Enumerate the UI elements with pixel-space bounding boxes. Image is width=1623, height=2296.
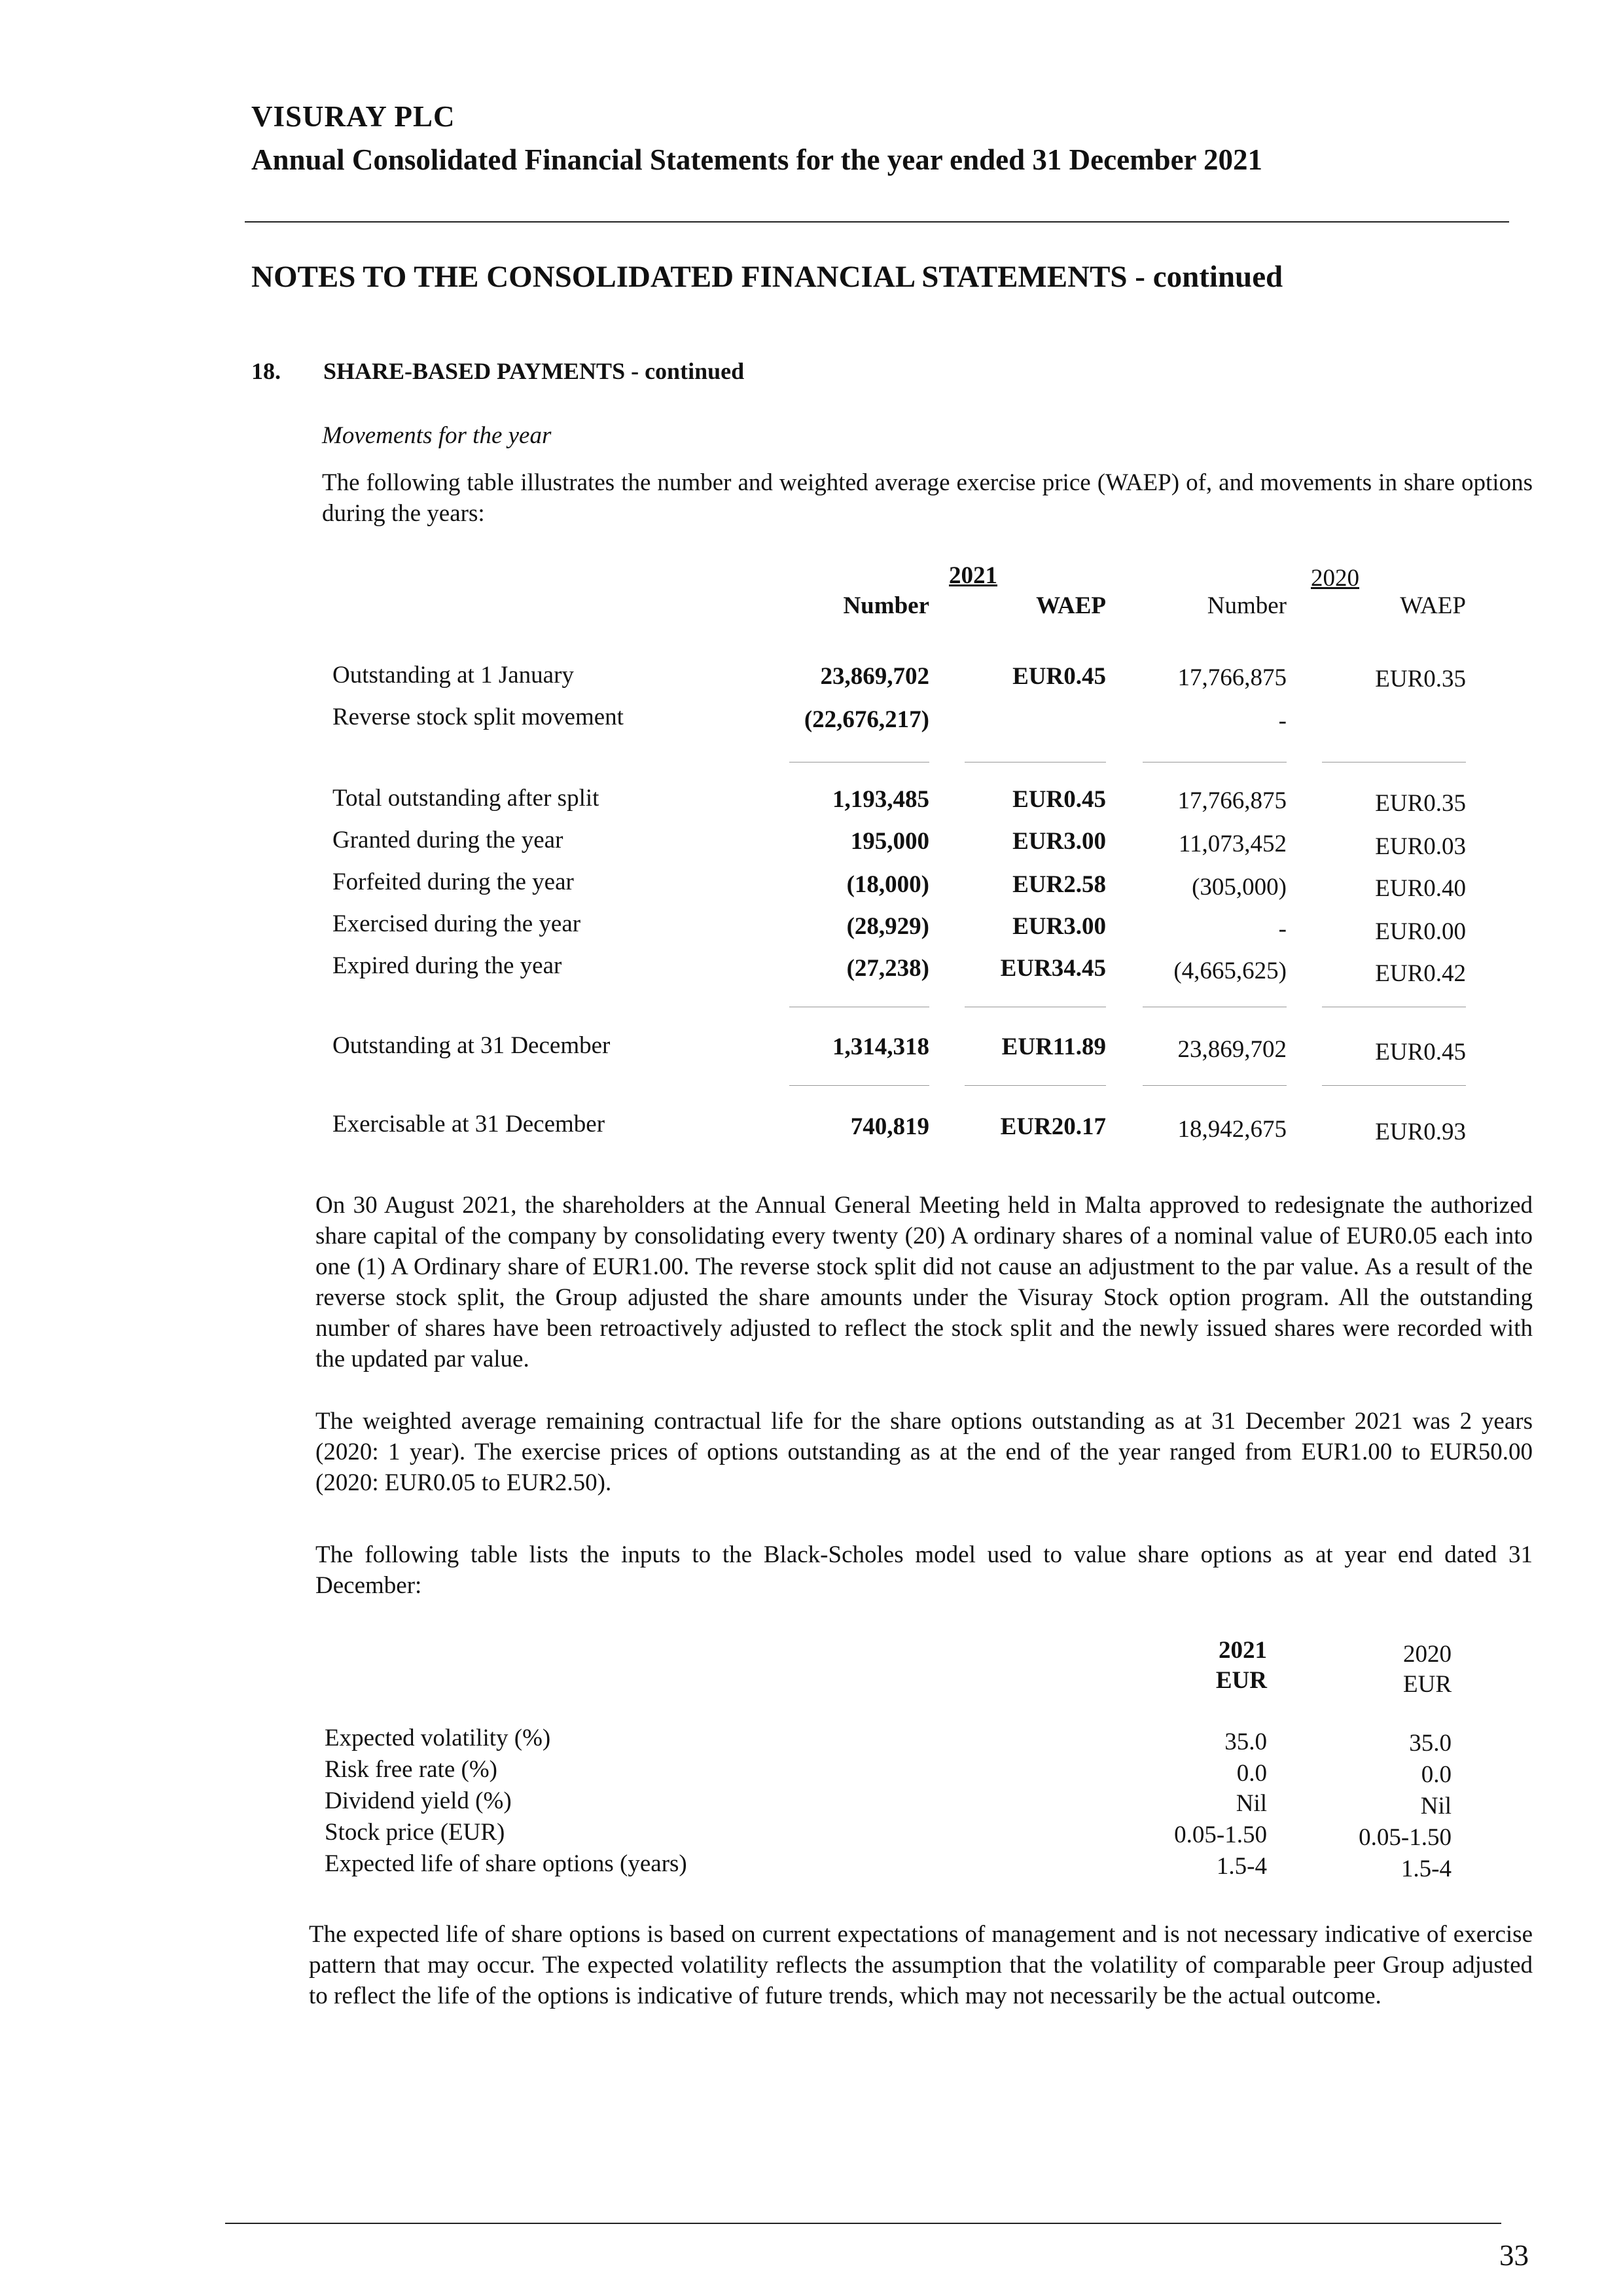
input-value-2020: Nil (1420, 1793, 1452, 1820)
row-label: Exercisable at 31 December (332, 1111, 605, 1138)
cell-number-2020: 18,942,675 (1177, 1116, 1287, 1143)
section-number: 18. (251, 358, 281, 384)
col-number-2020: Number (1207, 592, 1287, 619)
cell-waep-2021: EUR2.58 (1012, 871, 1106, 898)
cell-waep-2020: EUR0.35 (1375, 666, 1466, 692)
cell-number-2021: (22,676,217) (804, 706, 929, 733)
col-waep-2020: WAEP (1400, 592, 1466, 619)
input-label: Expected life of share options (years) (325, 1850, 687, 1877)
cell-number-2021: 740,819 (850, 1113, 929, 1140)
inputs-currency-2020: EUR (1403, 1671, 1452, 1698)
input-label: Expected volatility (%) (325, 1725, 551, 1751)
cell-waep-2020: EUR0.40 (1375, 875, 1466, 902)
intro-paragraph: The following table illustrates the number and weighted average exercise price (WAEP) of, and movements in share options during the years: (322, 469, 1533, 527)
row-label: Exercised during the year (332, 910, 581, 937)
col-waep-2021: WAEP (1036, 592, 1106, 619)
company-name: VISURAY PLC (251, 100, 455, 133)
cell-number-2021: 1,314,318 (832, 1033, 929, 1060)
cell-waep-2021: EUR34.45 (1000, 955, 1106, 982)
input-label: Stock price (EUR) (325, 1819, 505, 1846)
cell-waep-2020: EUR0.35 (1375, 790, 1466, 817)
input-value-2021: 1.5-4 (1216, 1853, 1267, 1880)
section-heading (251, 357, 744, 385)
input-value-2020: 0.05-1.50 (1359, 1824, 1452, 1851)
cell-waep-2021: EUR11.89 (1001, 1033, 1106, 1060)
row-label: Total outstanding after split (332, 785, 599, 812)
cell-waep-2021: EUR3.00 (1012, 828, 1106, 855)
input-value-2020: 1.5-4 (1400, 1856, 1452, 1882)
cell-number-2020: 23,869,702 (1177, 1036, 1287, 1063)
cell-waep-2020: EUR0.00 (1375, 918, 1466, 945)
input-value-2021: Nil (1236, 1790, 1267, 1817)
cell-waep-2020: EUR0.93 (1375, 1119, 1466, 1145)
inputs-year-2021: 2021 (1219, 1637, 1267, 1664)
notes-title: NOTES TO THE CONSOLIDATED FINANCIAL STATEMENTS - continued (251, 260, 1283, 294)
total-rule (965, 1085, 1106, 1086)
section-title: SHARE-BASED PAYMENTS - continued (323, 358, 745, 384)
closing-paragraph: The expected life of share options is based on current expectations of management and is not necessary indicative of exercise pattern that may occur. The expected volatility reflects the assumption that the volatility of comparable peer Group adjusted to reflect the life of the options is indicative of future trends, which may not necessarily be the actual outcome. (309, 1921, 1533, 2009)
cell-number-2020: 17,766,875 (1177, 787, 1287, 814)
row-label: Outstanding at 1 January (332, 662, 574, 689)
cell-number-2021: (18,000) (846, 871, 929, 898)
cell-waep-2020: EUR0.42 (1375, 960, 1466, 987)
cell-number-2021: (27,238) (846, 955, 929, 982)
inputs-intro-paragraph: The following table lists the inputs to the Black-Scholes model used to value share options as at year end dated 31 December: (315, 1541, 1533, 1599)
footer-divider (225, 2223, 1501, 2224)
row-label: Forfeited during the year (332, 869, 574, 895)
cell-number-2021: 23,869,702 (820, 663, 929, 690)
input-value-2021: 35.0 (1224, 1729, 1267, 1755)
row-label: Reverse stock split movement (332, 704, 624, 730)
cell-waep-2020: EUR0.45 (1375, 1039, 1466, 1066)
contractual-life-paragraph: The weighted average remaining contractual life for the share options outstanding as at 31 December 2021 was 2 years (2020: 1 year). The exercise prices of options outstanding as at the end of the year ranged from EUR1.00 to EUR50.00 (2020: EUR0.05 to EUR2.50). (315, 1408, 1533, 1496)
cell-number-2020: - (1278, 708, 1287, 734)
row-label: Expired during the year (332, 952, 562, 979)
inputs-year-2020: 2020 (1403, 1641, 1452, 1668)
page-number: 33 (1499, 2239, 1529, 2272)
input-value-2020: 35.0 (1409, 1730, 1452, 1757)
total-rule (1322, 1085, 1466, 1086)
row-label: Outstanding at 31 December (332, 1032, 611, 1059)
cell-number-2021: 1,193,485 (832, 786, 929, 813)
cell-number-2020: 17,766,875 (1177, 664, 1287, 691)
section-subheading: Movements for the year (322, 422, 552, 449)
year-2021-header: 2021 (949, 562, 997, 589)
cell-number-2020: (4,665,625) (1173, 958, 1287, 984)
cell-waep-2021: EUR0.45 (1012, 786, 1106, 813)
input-label: Risk free rate (%) (325, 1756, 498, 1783)
input-label: Dividend yield (%) (325, 1787, 512, 1814)
cell-waep-2020: EUR0.03 (1375, 833, 1466, 860)
row-label: Granted during the year (332, 827, 563, 853)
col-number-2021: Number (843, 592, 929, 619)
cell-number-2021: (28,929) (846, 913, 929, 940)
total-rule (1143, 1085, 1287, 1086)
cell-number-2020: 11,073,452 (1178, 831, 1287, 857)
year-2020-header: 2020 (1311, 565, 1359, 592)
cell-number-2021: 195,000 (850, 828, 929, 855)
report-subtitle: Annual Consolidated Financial Statements for the year ended 31 December 2021 (251, 143, 1262, 176)
cell-waep-2021: EUR3.00 (1012, 913, 1106, 940)
reverse-split-paragraph: On 30 August 2021, the shareholders at the Annual General Meeting held in Malta approved to redesignate the authorized share capital of the company by consolidating every twenty (20) A ordinary shares of a nominal value of EUR0.05 each into one (1) A Ordinary share of EUR1.00. The reverse stock split did not cause an adjustment to the par value. As a result of the reverse stock split, the Group adjusted the share amounts under the Visuray Stock option program. All the outstanding number of shares have been retroactively adjusted to reflect the stock split and the newly issued shares were recorded with the updated par value. (315, 1192, 1533, 1372)
cell-waep-2021: EUR0.45 (1012, 663, 1106, 690)
input-value-2021: 0.0 (1236, 1760, 1267, 1787)
cell-waep-2021: EUR20.17 (1000, 1113, 1106, 1140)
cell-number-2020: - (1278, 916, 1287, 942)
total-rule (789, 1085, 929, 1086)
header-divider (245, 221, 1509, 223)
cell-number-2020: (305,000) (1192, 874, 1287, 901)
inputs-currency-2021: EUR (1215, 1667, 1267, 1694)
input-value-2021: 0.05-1.50 (1174, 1821, 1267, 1848)
input-value-2020: 0.0 (1421, 1761, 1452, 1788)
